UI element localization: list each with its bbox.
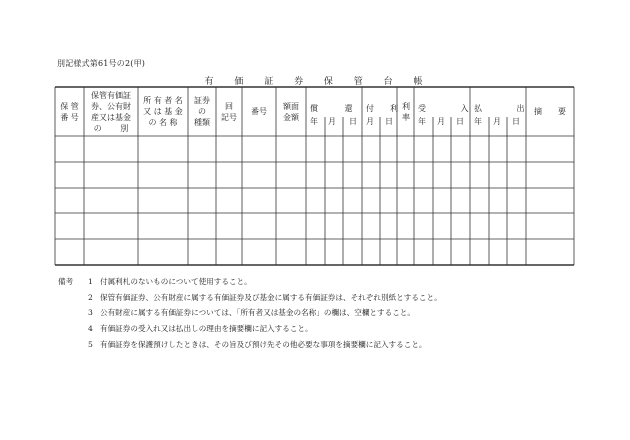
header-face-value: 額面 金額	[283, 101, 299, 122]
payout-day-label: 日	[512, 117, 520, 126]
header-storage-number: 保 管 番 号	[60, 101, 79, 122]
page-title: 有 価 証 券 保 管 台 帳	[204, 77, 432, 87]
receipt-year-label: 年	[418, 117, 426, 126]
header-number: 番号	[251, 107, 267, 116]
payout-month-label: 月	[493, 117, 501, 126]
form-number-label: 別記様式第61号の2(甲)	[57, 59, 146, 68]
header-owner-name: 所 有 者 名 又 は 基 金 の 名 称	[143, 96, 183, 127]
redemption-month-label: 月	[328, 117, 336, 126]
header-interest-rate: 利 率	[402, 101, 410, 122]
interest-day-label: 日	[385, 117, 393, 126]
note-item: 3 公有財産に属する有価証券については、「所有者又は基金の名称」の欄は、空欄とすること。	[88, 308, 415, 318]
note-item: 4 有価証券の受入れ又は払出しの理由を摘要欄に記入すること。	[88, 324, 313, 334]
notes-heading: 備考	[58, 277, 74, 286]
redemption-year-label: 年	[310, 117, 318, 126]
header-security-type: 証券 の 種類	[194, 96, 210, 127]
interest-month-label: 月	[366, 117, 374, 126]
header-receipt: 受 入	[418, 104, 469, 113]
payout-year-label: 年	[474, 117, 482, 126]
receipt-month-label: 月	[437, 117, 445, 126]
header-redemption: 償 還	[310, 104, 353, 113]
header-round-symbol: 回 記号	[221, 101, 237, 122]
redemption-day-label: 日	[349, 117, 357, 126]
note-item: 備考 1 付属利札のないものについて使用すること。	[58, 274, 442, 290]
header-payout: 払 出	[474, 104, 525, 113]
note-item: 5 有価証券を保護預けしたときは、その旨及び預け先その他必要な事項を摘要欄に記入すること。	[88, 339, 427, 349]
note-item: 2 保管有価証券、公有財産に属する有価証券及び基金に属する有価証券は、それぞれ別紙とすること。	[88, 292, 442, 302]
receipt-day-label: 日	[456, 117, 464, 126]
header-remarks: 摘 要	[534, 107, 566, 116]
notes-section	[58, 274, 442, 353]
header-interest-payment: 付 利	[366, 104, 398, 113]
header-security-category: 保管有価証 券、公有財 産又は基金 の 別	[91, 90, 131, 133]
